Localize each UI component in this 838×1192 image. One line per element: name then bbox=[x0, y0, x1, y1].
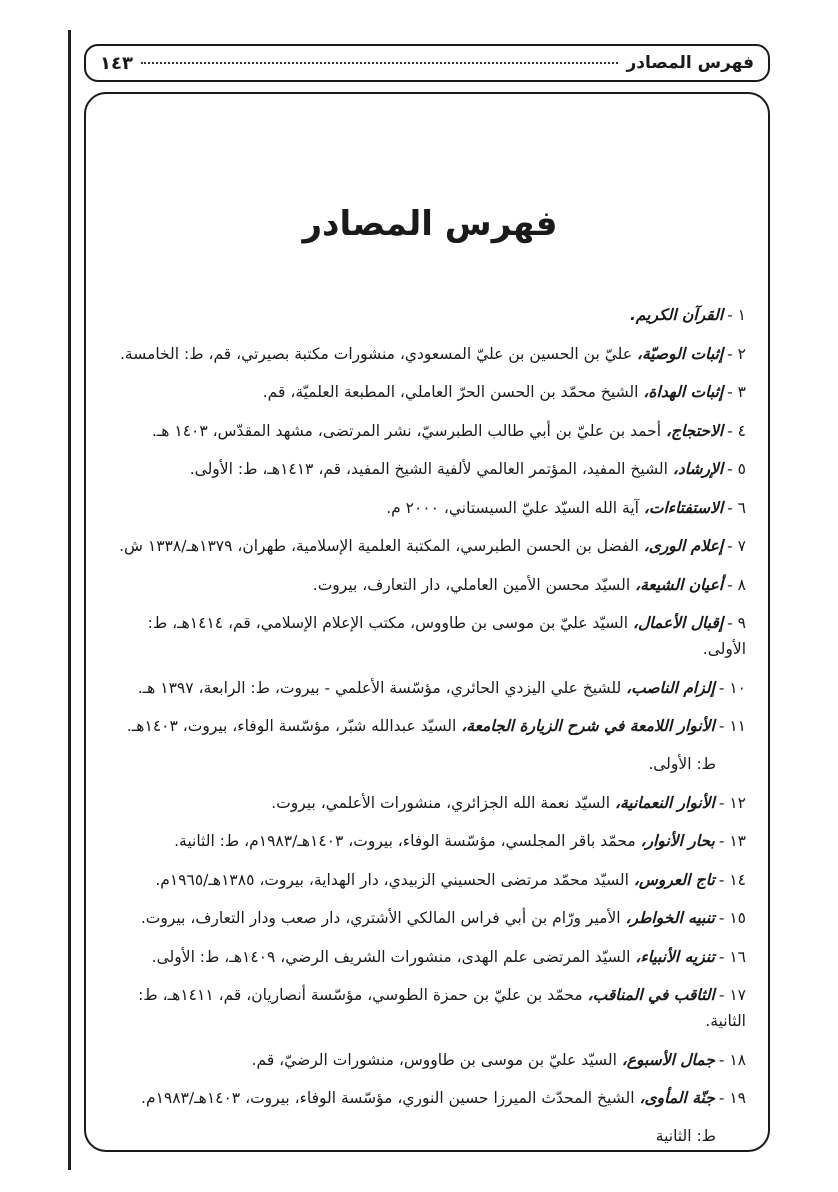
page-number: ١٤٣ bbox=[100, 52, 133, 74]
page-title: فهرس المصادر bbox=[302, 204, 558, 244]
header-leader-dots bbox=[141, 62, 618, 64]
entry-number: ١٩ - bbox=[718, 1089, 746, 1107]
entry-detail: الشيخ محمّد بن الحسن الحرّ العاملي، المطبعة العلميّة، قم. bbox=[262, 383, 644, 401]
entry-number: ١٧ - bbox=[718, 986, 746, 1004]
entry-detail: أحمد بن عليّ بن أبي طالب الطبرسيّ، نشر المرتضى، مشهد المقدّس، ١٤٠٣ هـ. bbox=[151, 421, 666, 440]
entry-number: ٣ - bbox=[727, 383, 746, 401]
bibliography-entry bbox=[114, 341, 746, 367]
entry-title: تاج العروس، bbox=[633, 870, 715, 889]
entry-title: تنزيه الأنبياء، bbox=[635, 947, 715, 966]
entry-title: الأنوار النعمانية، bbox=[614, 793, 715, 812]
entry-detail: الفضل بن الحسن الطبرسي، المكتبة العلمية الإسلامية، طهران، ١٣٧٩هـ/١٣٣٨ ش. bbox=[119, 537, 644, 555]
bibliography-entry bbox=[114, 828, 746, 854]
content-panel bbox=[84, 92, 770, 1152]
entry-number: ٨ - bbox=[727, 575, 746, 594]
bibliography-entry bbox=[114, 379, 746, 405]
entry-title: الاستفتاءات، bbox=[643, 498, 724, 517]
entry-title: إثبات الوصيّة، bbox=[636, 344, 724, 363]
entry-title: تنبيه الخواطر، bbox=[625, 909, 715, 927]
bibliography-entry bbox=[114, 418, 746, 444]
bibliography-list bbox=[114, 302, 746, 1149]
entry-number: ١٨ - bbox=[718, 1050, 746, 1069]
entry-continuation: ط: الأولى. bbox=[648, 755, 716, 773]
entry-title: جنّة المأوى، bbox=[639, 1089, 715, 1107]
entry-detail: السيّد عليّ بن موسى بن طاووس، منشورات الرضيّ، قم. bbox=[251, 1050, 622, 1069]
bibliography-entry bbox=[114, 302, 746, 328]
entry-detail: عليّ بن الحسين بن عليّ المسعودي، منشورات مكتبة بصيرتي، قم، ط: الخامسة. bbox=[119, 344, 637, 363]
bibliography-entry bbox=[114, 905, 746, 931]
running-header bbox=[84, 44, 770, 82]
entry-number: ١ - bbox=[727, 306, 746, 324]
entry-title: إعلام الورى، bbox=[643, 537, 724, 555]
entry-number: ١٤ - bbox=[718, 870, 746, 889]
entry-number: ٧ - bbox=[727, 537, 746, 555]
entry-title: الثاقب في المناقب، bbox=[587, 986, 715, 1004]
entry-title: الأنوار اللامعة في شرح الزيارة الجامعة، bbox=[461, 717, 715, 735]
entry-title: القرآن الكريم. bbox=[629, 306, 724, 324]
entry-detail: آية الله السيّد عليّ السيستاني، ٢٠٠٠ م. bbox=[386, 498, 644, 517]
entry-title: إقبال الأعمال، bbox=[633, 614, 724, 632]
entry-number: ٢ - bbox=[727, 344, 746, 363]
entry-number: ١٠ - bbox=[718, 678, 746, 697]
entry-title: جمال الأسبوع، bbox=[621, 1050, 715, 1069]
entry-number: ١٦ - bbox=[718, 947, 746, 966]
entry-number: ١٥ - bbox=[718, 909, 746, 927]
bibliography-entry bbox=[114, 982, 746, 1034]
bibliography-entry bbox=[114, 533, 746, 559]
bibliography-entry bbox=[114, 456, 746, 482]
entry-detail: السيّد نعمة الله الجزائري، منشورات الأعلمي، بيروت. bbox=[271, 793, 615, 812]
entry-detail: محمّد بن عليّ بن حمزة الطوسي، مؤسّسة أنصاريان، قم، ١٤١١هـ، ط: الثانية. bbox=[138, 986, 746, 1030]
page-margin-rule bbox=[68, 30, 71, 1170]
entry-detail: محمّد باقر المجلسي، مؤسّسة الوفاء، بيروت، ١٤٠٣هـ/١٩٨٣م، ط: الثانية. bbox=[174, 832, 641, 850]
entry-number: ٥ - bbox=[727, 460, 746, 478]
bibliography-entry bbox=[114, 790, 746, 816]
entry-detail: الأمير ورّام بن أبي فراس المالكي الأشتري، دار صعب ودار التعارف، بيروت. bbox=[140, 909, 626, 927]
entry-number: ٩ - bbox=[727, 614, 746, 632]
bibliography-entry bbox=[114, 572, 746, 598]
entry-detail: الشيخ المحدّث الميرزا حسين النوري، مؤسّسة الوفاء، بيروت، ١٤٠٣هـ/١٩٨٣م. bbox=[141, 1089, 640, 1107]
entry-title: إلزام الناصب، bbox=[626, 678, 715, 697]
entry-number: ١١ - bbox=[718, 717, 746, 735]
entry-detail: للشيخ علي اليزدي الحائري، مؤسّسة الأعلمي - بيروت، ط: الرابعة، ١٣٩٧ هـ. bbox=[137, 678, 627, 697]
entry-number: ٤ - bbox=[727, 421, 746, 440]
entry-detail: الشيخ المفيد، المؤتمر العالمي لألفية الشيخ المفيد، قم، ١٤١٣هـ، ط: الأولى. bbox=[189, 460, 673, 478]
bibliography-entry bbox=[114, 1085, 746, 1149]
entry-number: ١٣ - bbox=[718, 832, 746, 850]
entry-continuation: ط: الثانية bbox=[655, 1127, 716, 1145]
running-header-title: فهرس المصادر bbox=[626, 53, 754, 73]
entry-title: بحار الأنوار، bbox=[640, 832, 715, 850]
bibliography-entry bbox=[114, 610, 746, 662]
bibliography-entry bbox=[114, 675, 746, 701]
entry-title: الاحتجاج، bbox=[665, 421, 724, 440]
entry-number: ١٢ - bbox=[718, 793, 746, 812]
bibliography-entry bbox=[114, 944, 746, 970]
entry-title: إثبات الهداة، bbox=[643, 383, 724, 401]
entry-detail: السيّد محسن الأمين العاملي، دار التعارف، بيروت. bbox=[312, 575, 636, 594]
entry-detail: السيّد عليّ بن موسى بن طاووس، مكتب الإعلام الإسلامي، قم، ١٤١٤هـ، ط: الأولى. bbox=[147, 614, 746, 658]
entry-title: الإرشاد، bbox=[672, 460, 724, 478]
entry-detail: السيّد المرتضى علم الهدى، منشورات الشريف الرضي، ١٤٠٩هـ، ط: الأولى. bbox=[151, 947, 636, 966]
entry-detail: السيّد محمّد مرتضى الحسيني الزبيدي، دار الهداية، بيروت، ١٣٨٥هـ/١٩٦٥م. bbox=[155, 870, 634, 889]
bibliography-entry bbox=[114, 867, 746, 893]
bibliography-entry bbox=[114, 713, 746, 777]
bibliography-entry bbox=[114, 495, 746, 521]
bibliography-entry bbox=[114, 1047, 746, 1073]
entry-number: ٦ - bbox=[727, 498, 746, 517]
entry-detail: السيّد عبدالله شبّر، مؤسّسة الوفاء، بيروت، ١٤٠٣هـ. bbox=[126, 717, 462, 735]
entry-title: أعيان الشيعة، bbox=[635, 575, 724, 594]
